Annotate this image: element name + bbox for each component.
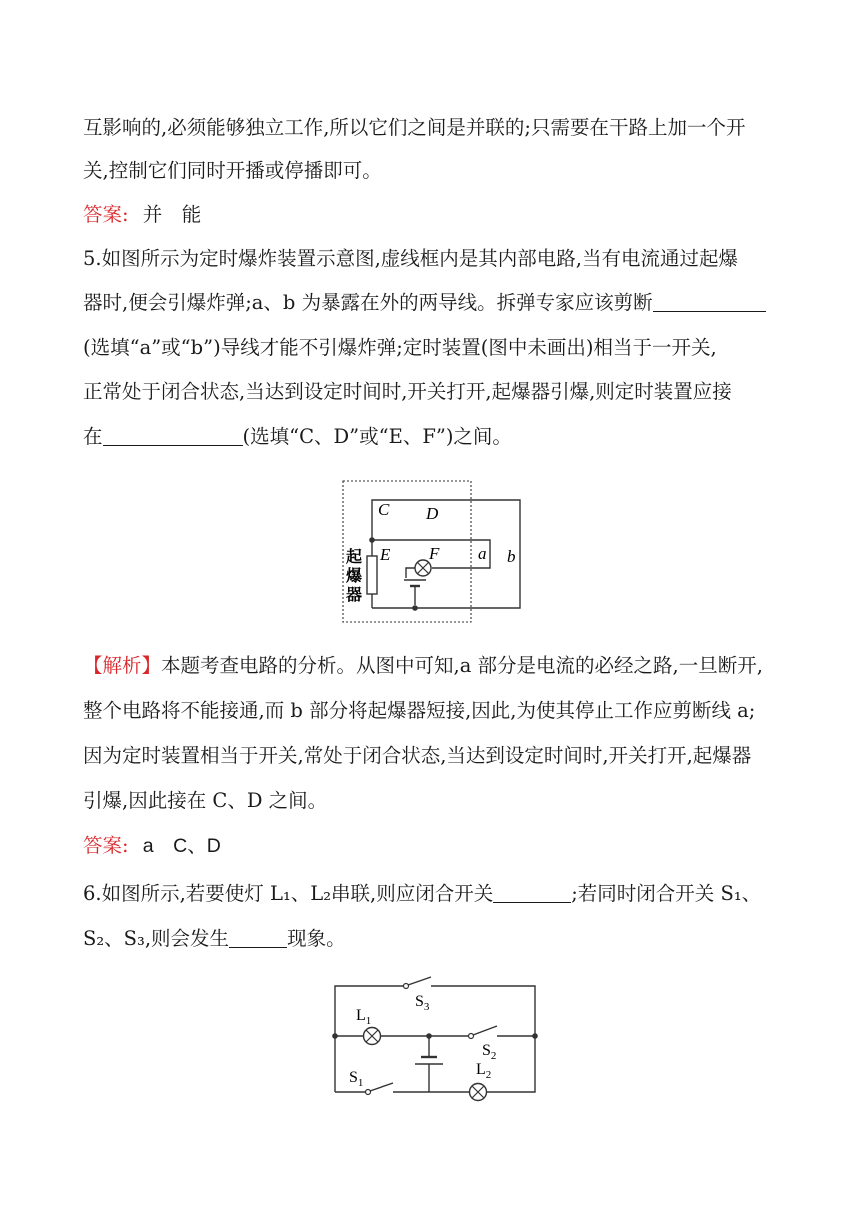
- series-circuit-figure: [325, 976, 545, 1102]
- switch-s3: [408, 977, 431, 985]
- label-s1: $S_1$: [349, 1069, 364, 1089]
- answer-value: a C、D: [142, 835, 221, 857]
- answer-label: 答案:: [83, 834, 129, 857]
- answer-label: 答案:: [83, 203, 129, 226]
- analysis-line: 因为定时装置相当于开关,常处于闭合状态,当达到设定时间时,开关打开,起爆器: [83, 744, 752, 767]
- label-s3: $S_3$: [415, 993, 430, 1013]
- analysis-line: 引爆,因此接在 C、D 之间。: [83, 789, 328, 812]
- analysis-tag: 【解析】: [83, 654, 162, 677]
- label-l2: $L_2$: [476, 1061, 492, 1081]
- label-a: a: [478, 544, 487, 563]
- label-d: D: [426, 504, 439, 523]
- junction-dot: [369, 537, 375, 543]
- text: ;若同时闭合开关 S₁、: [571, 882, 762, 905]
- text: 现象。: [287, 927, 346, 950]
- text: (选填“C、D”或“E、F”)之间。: [242, 425, 512, 448]
- text: S₂、S₃,则会发生: [83, 927, 230, 950]
- text: 6.如图所示,若要使灯 L₁、L₂串联,则应闭合开关: [83, 882, 494, 905]
- switch-s1: [370, 1083, 393, 1091]
- label-b: b: [507, 547, 516, 566]
- label-s2: $S_2$: [482, 1042, 497, 1062]
- answer-blank: [229, 927, 287, 948]
- detonator-label: 起: [346, 549, 363, 566]
- answer-value: 并 能: [142, 203, 202, 226]
- text-line: 关,控制它们同时开播或停播即可。: [83, 159, 382, 182]
- analysis-line: [83, 652, 763, 680]
- switch-s2: [473, 1026, 497, 1035]
- label-c: C: [378, 500, 390, 519]
- question-6-line: [83, 925, 346, 953]
- text: 器时,便会引爆炸弹;a、b 为暴露在外的两导线。拆弹专家应该剪断: [83, 291, 653, 314]
- question-5-line: (选填“a”或“b”)导线才能不引爆炸弹;定时装置(图中未画出)相当于一开关,: [83, 336, 717, 359]
- answer-blank: [493, 882, 571, 903]
- analysis-line: 整个电路将不能接通,而 b 部分将起爆器短接,因此,为使其停止工作应剪断线 a;: [83, 699, 756, 722]
- question-5-line: 正常处于闭合状态,当达到设定时间时,开关打开,起爆器引爆,则定时装置应接: [83, 380, 732, 403]
- detonator-label: 爆: [346, 568, 363, 585]
- text-line: 互影响的,必须能够独立工作,所以它们之间是并联的;只需要在干路上加一个开: [83, 116, 746, 139]
- answer-blank: [103, 425, 243, 446]
- label-f: F: [429, 544, 440, 563]
- question-5-line: [83, 289, 766, 317]
- detonator-resistor: [367, 556, 377, 594]
- label-e: E: [380, 545, 391, 564]
- text: 本题考查电路的分析。从图中可知,a 部分是电流的必经之路,一旦断开,: [161, 654, 763, 677]
- detonator-circuit-figure: [340, 478, 530, 626]
- question-6-line: [83, 880, 761, 908]
- answer-line: [83, 201, 201, 229]
- junction-dot: [412, 605, 418, 611]
- question-5-line: 5.如图所示为定时爆炸装置示意图,虚线框内是其内部电路,当有电流通过起爆: [83, 247, 739, 270]
- answer-line: [83, 832, 221, 860]
- detonator-label: 器: [346, 587, 363, 604]
- dashed-box: [343, 481, 471, 622]
- wire-b: [372, 500, 520, 608]
- text: 在: [83, 425, 103, 448]
- question-5-line: [83, 423, 512, 451]
- label-l1: $L_1$: [356, 1007, 372, 1027]
- answer-blank: [653, 291, 766, 312]
